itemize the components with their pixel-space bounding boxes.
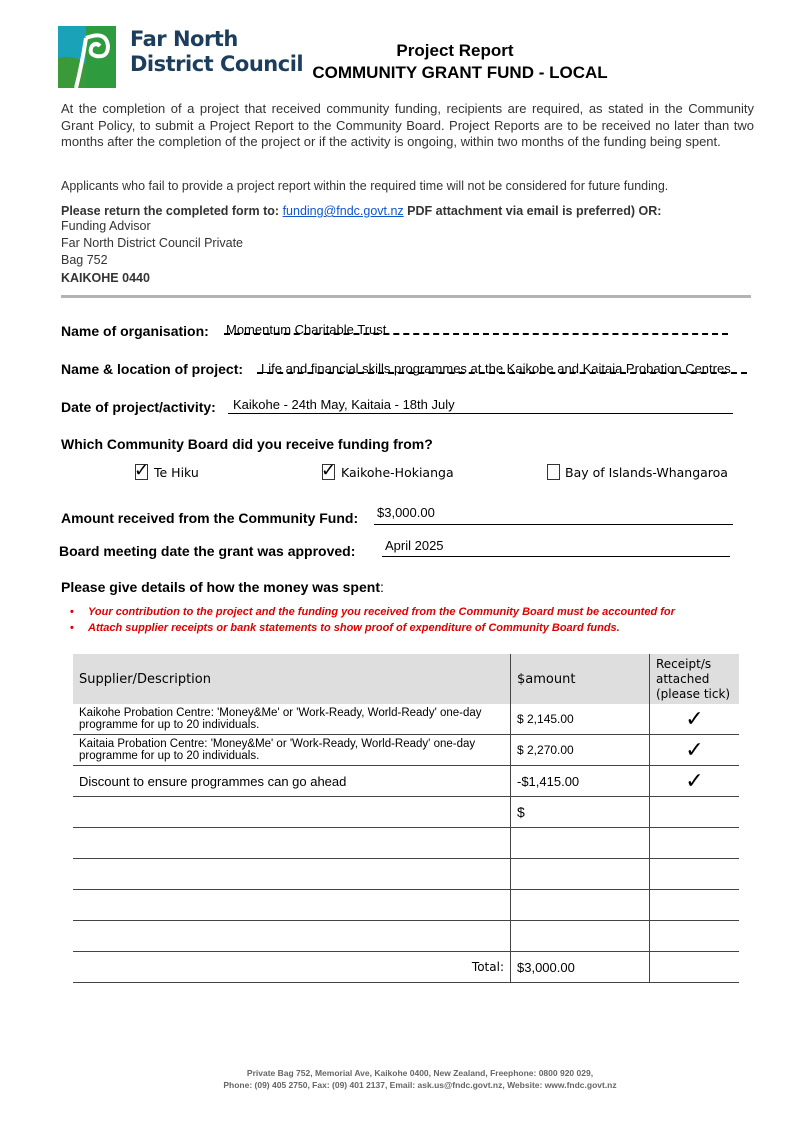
meeting-date-field[interactable]: April 2025 [385, 538, 444, 553]
bay-of-islands-checkbox[interactable] [547, 464, 560, 480]
amount-underline [374, 524, 733, 525]
list-item: • Attach supplier receipts or bank statements to show proof of expenditure of Community Board funds. [70, 622, 620, 634]
table-row [73, 859, 739, 890]
row-amount[interactable] [511, 828, 650, 859]
address-line: Bag 752 [61, 253, 108, 267]
org-field[interactable]: Momentum Charitable Trust [226, 322, 387, 337]
row-description[interactable] [73, 890, 511, 921]
total-row [73, 952, 739, 983]
row-amount[interactable] [511, 921, 650, 952]
column-header-receipt: Receipt/s attached (please tick) [650, 654, 740, 704]
total-receipt-cell [650, 952, 740, 983]
council-contact-footer: Private Bag 752, Memorial Ave, Kaikohe 0400, New Zealand, Freephone: 0800 920 029, Phone: (09) 405 2750, Fax: (09) 401 2137, Email: ask.us@fndc.govt.nz, Website: www.fndc.govt.nz [223, 1068, 617, 1090]
instruction-list [70, 604, 675, 636]
date-label: Date of project/activity: [61, 399, 216, 415]
row-description[interactable] [73, 921, 511, 952]
column-header-description: Supplier/Description [73, 654, 511, 704]
org-label: Name of organisation: [61, 323, 209, 339]
address-line: KAIKOHE 0440 [61, 271, 150, 285]
row-description[interactable]: Kaitaia Probation Centre: 'Money&Me' or 'Work-Ready, World-Ready' one-day programme for up to 20 individuals. [73, 735, 511, 766]
row-amount[interactable] [511, 859, 650, 890]
row-description[interactable]: Discount to ensure programmes can go ahead [73, 766, 511, 797]
return-instructions: Please return the completed form to: funding@fndc.govt.nz PDF attachment via email is preferred) OR: [61, 204, 662, 218]
table-row [73, 890, 739, 921]
row-description[interactable] [73, 797, 511, 828]
meeting-date-underline [382, 556, 730, 557]
section-divider [61, 295, 751, 298]
row-description[interactable] [73, 828, 511, 859]
details-heading: Please give details of how the money was spent: [61, 579, 384, 595]
council-logo-text: Far North District Council [130, 27, 304, 76]
row-receipt[interactable] [650, 797, 740, 828]
address-line: Far North District Council Private [61, 236, 243, 250]
table-row [73, 704, 739, 735]
project-field[interactable]: Life and financial skills programmes at the Kaikohe and Kaitaia Probation Centres [261, 361, 731, 376]
date-field[interactable]: Kaikohe - 24th May, Kaitaia - 18th July [233, 397, 455, 412]
row-receipt[interactable] [650, 828, 740, 859]
row-amount[interactable]: $ [511, 797, 650, 828]
table-row [73, 735, 739, 766]
project-label: Name & location of project: [61, 361, 244, 377]
row-amount[interactable]: $ 2,145.00 [511, 704, 650, 735]
deadline-warning: Applicants who fail to provide a project report within the required time will not be considered for future funding. [61, 179, 669, 193]
total-amount[interactable]: $3,000.00 [511, 952, 650, 983]
funding-email-link[interactable]: funding@fndc.govt.nz [282, 204, 404, 218]
board-question: Which Community Board did you receive funding from? [61, 436, 433, 452]
address-line: Funding Advisor [61, 219, 151, 233]
table-header-row [73, 654, 739, 704]
row-receipt[interactable] [650, 859, 740, 890]
kaikohe-hokianga-label: Kaikohe-Hokianga [341, 465, 454, 480]
page-title: Project Report [396, 41, 514, 60]
amount-field[interactable]: $3,000.00 [377, 505, 435, 520]
intro-paragraph: At the completion of a project that received community funding, recipients are required, as stated in the Community Grant Policy, to submit a Project Report to the Community Board. Project Reports are to be received no later than two months after the completion of the project or if the activity is ongoing, within two months of the funding being spent. [61, 101, 754, 149]
receipt-checkmark-icon[interactable]: ✓ [650, 766, 740, 797]
table-row [73, 797, 739, 828]
column-header-amount: $amount [511, 654, 650, 704]
table-row [73, 921, 739, 952]
bay-of-islands-label: Bay of Islands-Whangaroa [565, 465, 728, 480]
receipt-checkmark-icon[interactable]: ✓ [650, 704, 740, 735]
row-amount[interactable] [511, 890, 650, 921]
row-receipt[interactable] [650, 921, 740, 952]
row-amount[interactable]: $ 2,270.00 [511, 735, 650, 766]
expenditure-table [73, 654, 739, 983]
list-item: • Your contribution to the project and the funding you received from the Community Board must be accounted for [70, 606, 675, 618]
checkmark-icon: ✓ [134, 460, 150, 480]
total-label: Total: [73, 952, 511, 983]
row-amount[interactable]: -$1,415.00 [511, 766, 650, 797]
row-receipt[interactable] [650, 890, 740, 921]
row-description[interactable]: Kaikohe Probation Centre: 'Money&Me' or 'Work-Ready, World-Ready' one-day programme for up to 20 individuals. [73, 704, 511, 735]
table-row [73, 828, 739, 859]
page-subtitle: COMMUNITY GRANT FUND - LOCAL [312, 63, 608, 82]
meeting-date-label: Board meeting date the grant was approved: [59, 543, 356, 559]
te-hiku-label: Te Hiku [154, 465, 199, 480]
council-logo-icon [56, 24, 118, 90]
table-row [73, 766, 739, 797]
amount-label: Amount received from the Community Fund: [61, 510, 359, 526]
checkmark-icon: ✓ [321, 460, 337, 480]
row-description[interactable] [73, 859, 511, 890]
date-underline [228, 413, 733, 414]
receipt-checkmark-icon[interactable]: ✓ [650, 735, 740, 766]
